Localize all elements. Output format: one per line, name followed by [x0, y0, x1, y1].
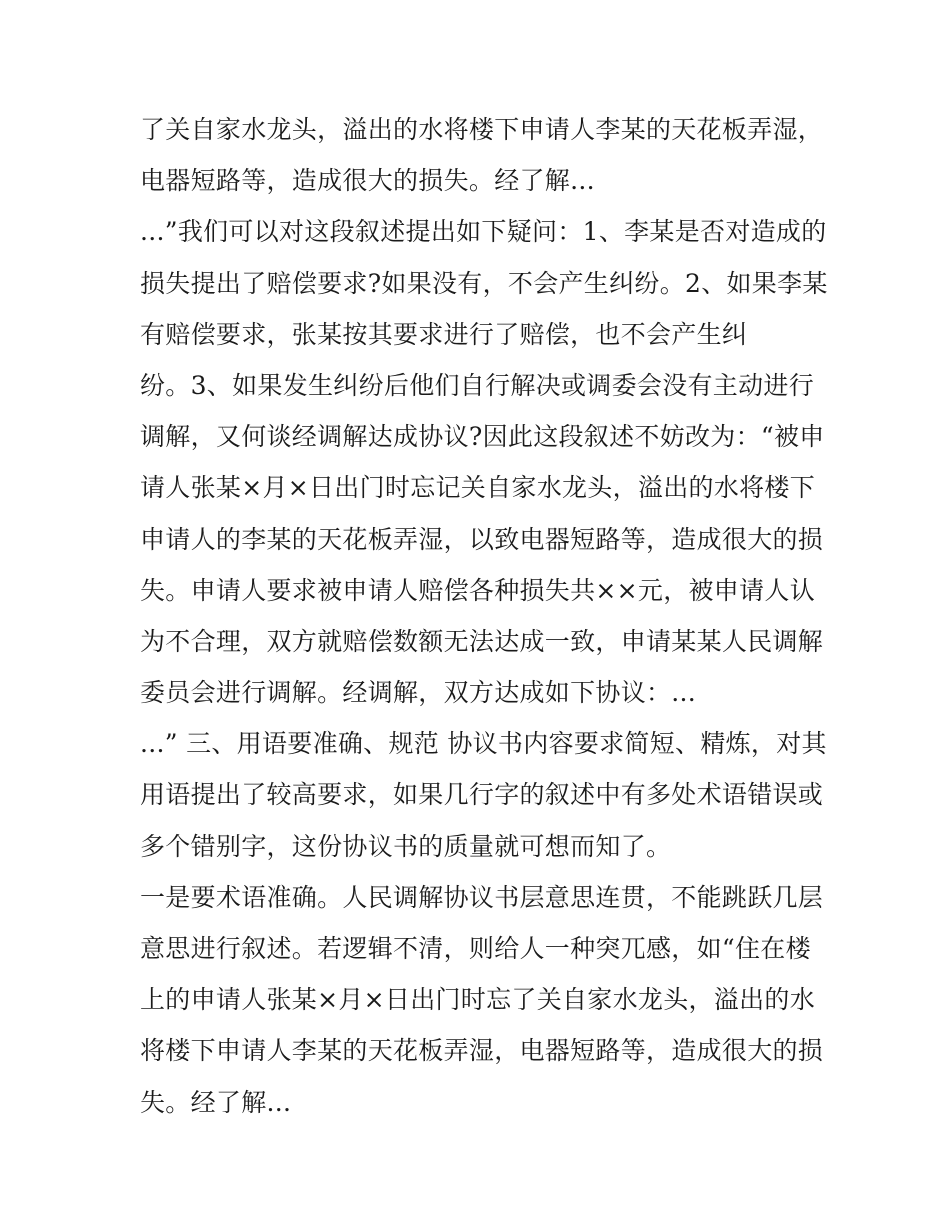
- text-line: 失。经了解...: [140, 1087, 292, 1117]
- text-line: 损失提出了赔偿要求?如果没有，不会产生纠纷。2、如果李某: [140, 268, 828, 298]
- text-line: ...” 三、用语要准确、规范 协议书内容要求简短、精炼，对其: [140, 729, 827, 759]
- text-line: 多个错别字，这份协议书的质量就可想而知了。: [140, 831, 672, 861]
- text-line: 上的申请人张某×月×日出门时忘了关自家水龙头，溢出的水: [140, 985, 815, 1015]
- text-line: 为不合理，双方就赔偿数额无法达成一致，申请某某人民调解: [140, 626, 824, 656]
- text-line: 失。申请人要求被申请人赔偿各种损失共××元，被申请人认: [140, 575, 815, 605]
- text-line: 请人张某×月×日出门时忘记关自家水龙头，溢出的水将楼下: [140, 473, 815, 503]
- text-line: 意思进行叙述。若逻辑不清，则给人一种突兀感，如“住在楼: [140, 934, 811, 963]
- text-line: 电器短路等，造成很大的损失。经了解...: [140, 166, 595, 196]
- text-line: 了关自家水龙头，溢出的水将楼下申请人李某的天花板弄湿，: [140, 115, 824, 144]
- text-line: 有赔偿要求，张某按其要求进行了赔偿，也不会产生纠: [140, 319, 748, 349]
- text-line: 用语提出了较高要求，如果几行字的叙述中有多处术语错误或: [140, 780, 824, 810]
- text-line: ...”我们可以对这段叙述提出如下疑问：1、李某是否对造成的: [140, 217, 827, 247]
- text-line: 纷。3、如果发生纠纷后他们自行解决或调委会没有主动进行: [140, 370, 815, 400]
- text-line: 一是要术语准确。人民调解协议书层意思连贯，不能跳跃几层: [140, 882, 824, 912]
- text-line: 将楼下申请人李某的天花板弄湿，电器短路等，造成很大的损: [140, 1036, 824, 1066]
- text-line: 调解，又何谈经调解达成协议?因此这段叙述不妨改为：“被申: [140, 422, 825, 452]
- text-line: 委员会进行调解。经调解，双方达成如下协议：...: [140, 678, 697, 708]
- body-text: [140, 104, 830, 1128]
- text-line: 申请人的李某的天花板弄湿，以致电器短路等，造成很大的损: [140, 524, 824, 554]
